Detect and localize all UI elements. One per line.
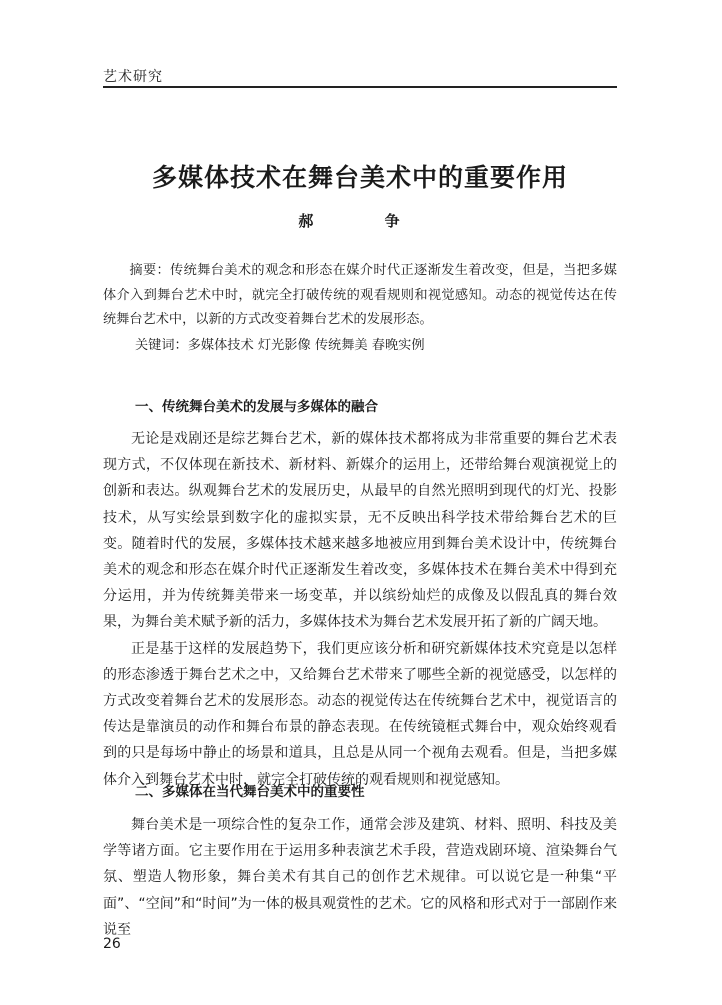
header-rule [103, 86, 617, 88]
section-heading-2: 二、多媒体在当代舞台美术中的重要性 [135, 784, 365, 800]
paragraph: 无论是戏剧还是综艺舞台艺术，新的媒体技术都将成为非常重要的舞台艺术表现方式，不仅体现在新技术、新材料、新媒介的运用上，还带给舞台观演视觉上的创新和表达。纵观舞台艺术的发展历史，从最早的自然光照明到现代的灯光、投影技术，从写实绘景到数字化的虚拟实景，无不反映出科学技术带给舞台艺术的巨变。随着时代的发展，多媒体技术越来越多地被应用到舞台美术设计中，传统舞台美术的观念和形态在媒介时代正逐渐发生着改变，多媒体技术在舞台美术中得到充分运用，并为传统舞美带来一场变革，并以缤纷灿烂的成像及以假乱真的舞台效果，为舞台美术赋予新的活力，多媒体技术为舞台艺术发展开拓了新的广阔天地。 [103, 431, 617, 631]
paragraph: 正是基于这样的发展趋势下，我们更应该分析和研究新媒体技术究竟是以怎样的形态渗透于舞台艺术之中，又给舞台艺术带来了哪些全新的视觉感受，以怎样的方式改变着舞台艺术的发展形态。动态的视觉传达在传统舞台艺术中，视觉语言的传达是靠演员的动作和舞台布景的静态表现。在传统镜框式舞台中，观众始终观看到的只是每场中静止的场景和道具，且总是从同一个视角去观看。但是，当把多媒体介入到舞台艺术中时，就完全打破传统的观看规则和视觉感知。 [103, 640, 617, 788]
journal-header: 艺术研究 [103, 69, 163, 85]
page-number: 26 [103, 936, 121, 952]
section-body-2 [103, 812, 617, 943]
keywords: 关键词：多媒体技术 灯光影像 传统舞美 春晚实例 [135, 338, 425, 353]
article-author: 郝 争 [298, 212, 422, 230]
article-title: 多媒体技术在舞台美术中的重要作用 [151, 163, 568, 192]
section-body-1 [103, 426, 617, 793]
paragraph: 舞台美术是一项综合性的复杂工作，通常会涉及建筑、材料、照明、科技及美学等诸方面。它主要作用在于运用多种表演艺术手段，营造戏剧环境、渲染舞台气氛、塑造人物形象，舞台美术有其自己的创作艺术规律。可以说它是一种集“平面”、“空间”和“时间”为一体的极具观赏性的艺术。它的风格和形式对于一部剧作来说至 [103, 817, 617, 938]
section-heading-1: 一、传统舞台美术的发展与多媒体的融合 [135, 399, 378, 415]
abstract-text: 摘要：传统舞台美术的观念和形态在媒介时代正逐渐发生着改变，但是，当把多媒体介入到舞台艺术中时，就完全打破传统的观看规则和视觉感知。动态的视觉传达在传统舞台艺术中，以新的方式改变着舞台艺术的发展形态。 [103, 263, 617, 327]
abstract [103, 259, 617, 333]
